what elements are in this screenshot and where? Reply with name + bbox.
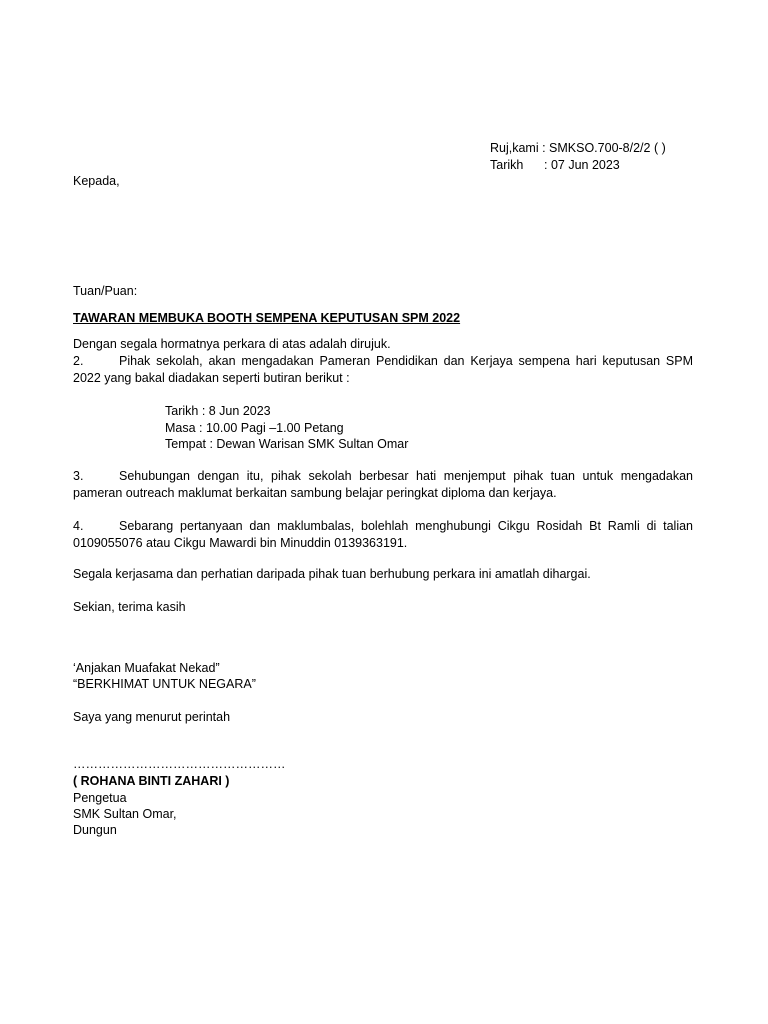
letter-date-row	[490, 157, 666, 174]
reference-number: Ruj,kami : SMKSO.700-8/2/2 ( )	[490, 141, 666, 155]
recipient-label: Kepada,	[73, 174, 120, 188]
event-time: Masa : 10.00 Pagi –1.00 Petang	[165, 420, 344, 435]
paragraph-3-text: Sehubungan dengan itu, pihak sekolah berbesar hati menjemput pihak tuan untuk mengadakan pameran outreach maklumat berkaitan sambung belajar peringkat diploma dan kerjaya.	[73, 469, 693, 500]
signatory-name: ( ROHANA BINTI ZAHARI )	[73, 774, 230, 788]
motto-line-2: “BERKHIMAT UNTUK NEGARA”	[73, 677, 256, 691]
school-town: Dungun	[73, 823, 117, 837]
school-name: SMK Sultan Omar,	[73, 807, 177, 821]
obedient-line: Saya yang menurut perintah	[73, 710, 231, 724]
signature-line: ……………………………………………	[73, 757, 286, 771]
paragraph-2-text: Pihak sekolah, akan mengadakan Pameran Pendidikan dan Kerjaya sempena hari keputusan SPM 2022 yang bakal diadakan seperti butiran berikut :	[73, 354, 693, 385]
date-value: : 07 Jun 2023	[544, 157, 620, 172]
paragraph-4	[73, 518, 693, 551]
closing-thanks: Segala kerjasama dan perhatian daripada pihak tuan berhubung perkara ini amatlah dihargai.	[73, 567, 591, 581]
motto-line-1: ‘Anjakan Muafakat Nekad”	[73, 661, 220, 675]
reference-block	[490, 140, 666, 173]
paragraph-4-number: 4.	[73, 519, 84, 533]
paragraph-2	[73, 353, 693, 386]
paragraph-4-text: Sebarang pertanyaan dan maklumbalas, bolehlah menghubungi Cikgu Rosidah Bt Ramli di talian 0109055076 atau Cikgu Mawardi bin Minuddin 0139363191.	[73, 519, 693, 550]
paragraph-3	[73, 468, 693, 501]
salutation: Tuan/Puan:	[73, 284, 138, 298]
paragraph-3-number: 3.	[73, 469, 84, 483]
letter-subject: TAWARAN MEMBUKA BOOTH SEMPENA KEPUTUSAN SPM 2022	[73, 311, 461, 325]
signatory-title: Pengetua	[73, 791, 127, 805]
event-venue: Tempat : Dewan Warisan SMK Sultan Omar	[165, 437, 409, 451]
date-label: Tarikh	[490, 157, 524, 172]
event-details	[165, 403, 408, 453]
opening-line: Dengan segala hormatnya perkara di atas adalah dirujuk.	[73, 337, 391, 351]
sign-off: Sekian, terima kasih	[73, 600, 186, 614]
paragraph-2-number: 2.	[73, 354, 84, 368]
event-date: Tarikh : 8 Jun 2023	[165, 404, 271, 418]
